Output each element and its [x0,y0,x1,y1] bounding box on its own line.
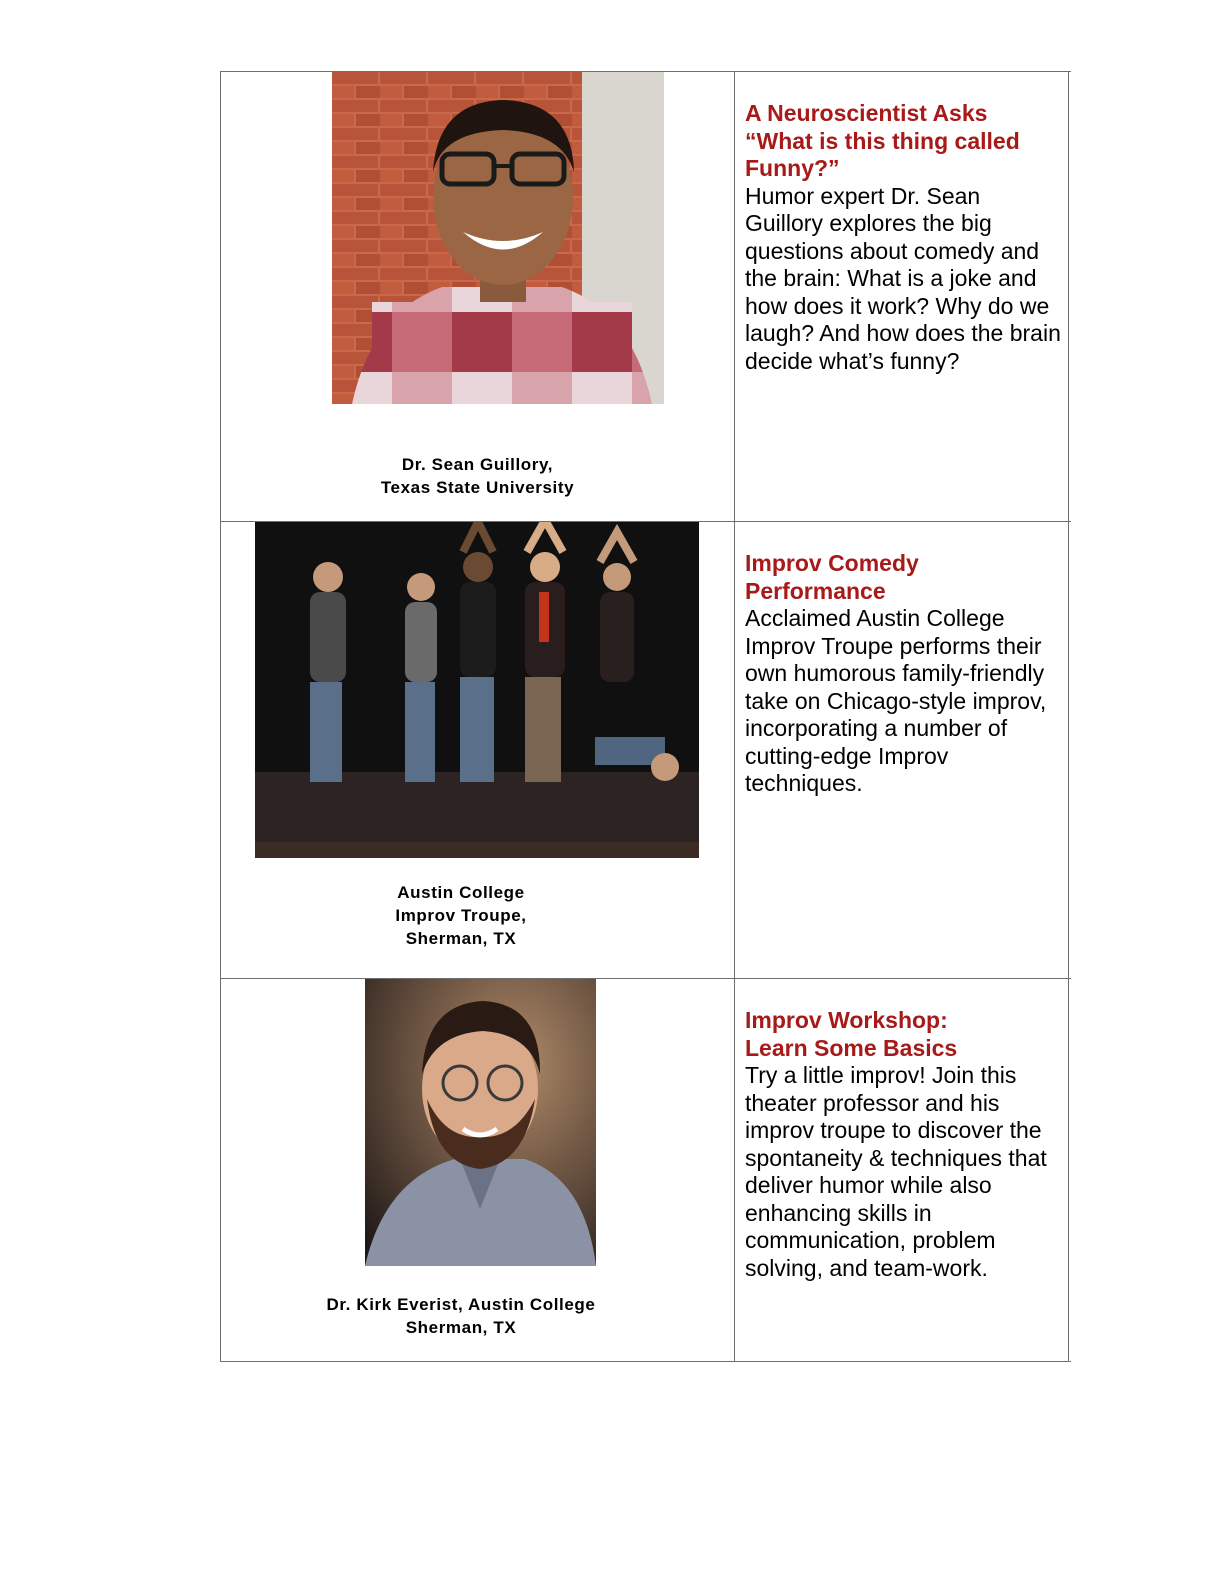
session-row-neuroscientist [221,72,1071,522]
title-line: Learn Some Basics [745,1034,958,1061]
session-row-improv-workshop [221,979,1071,1362]
caption-line: Improv Troupe, [395,906,527,925]
session-info-cell [735,522,1069,978]
caption-line: Dr. Kirk Everist, Austin College [326,1295,596,1314]
caption-line: Austin College [397,883,525,902]
stage-illustration [255,522,699,858]
title-line: Improv Comedy [745,550,919,576]
session-info-cell [735,979,1069,1361]
session-info-cell [735,72,1069,521]
title-line: “What is this thing called [745,127,1020,154]
speaker-cell [221,72,735,521]
caption-line: Dr. Sean Guillory, [401,455,554,474]
title-line: Funny?” [745,155,840,181]
session-title [745,100,1062,183]
speaker-photo-sean-guillory [332,72,664,404]
session-description: Try a little improv! Join this theater professor and his improv troupe to discover the spontaneity & techniques that deliver humor while also enhancing skills in communication, problem solving, and team-work. [745,1062,1047,1281]
speaker-cell [221,979,735,1361]
speaker-cell [221,522,735,978]
speaker-photo-kirk-everist [365,979,596,1266]
troupe-photo [255,522,699,858]
portrait-illustration [365,979,596,1266]
title-line: Improv Workshop: [745,1007,948,1033]
session-row-improv-performance [221,522,1071,979]
caption-line: Sherman, TX [405,929,517,948]
session-description: Humor expert Dr. Sean Guillory explores the big questions about comedy and the brain: What is a joke and how does it work? Why do we laugh? And how does the brain decide what’s funny? [745,182,1061,374]
title-line: Performance [745,577,886,604]
caption-line: Texas State University [380,478,575,497]
session-description: Acclaimed Austin College Improv Troupe performs their own humorous family-friendly take on Chicago-style improv, incorporating a number of cutting-edge Improv techniques. [745,605,1047,796]
session-title [745,550,1062,605]
speaker-caption [204,1293,718,1339]
sessions-table [220,71,1071,1362]
session-title [745,1007,1062,1062]
title-line: A Neuroscientist Asks [745,100,988,126]
speaker-caption [204,881,718,950]
portrait-illustration [332,72,664,404]
caption-line: Sherman, TX [405,1318,517,1337]
speaker-caption [221,453,734,499]
